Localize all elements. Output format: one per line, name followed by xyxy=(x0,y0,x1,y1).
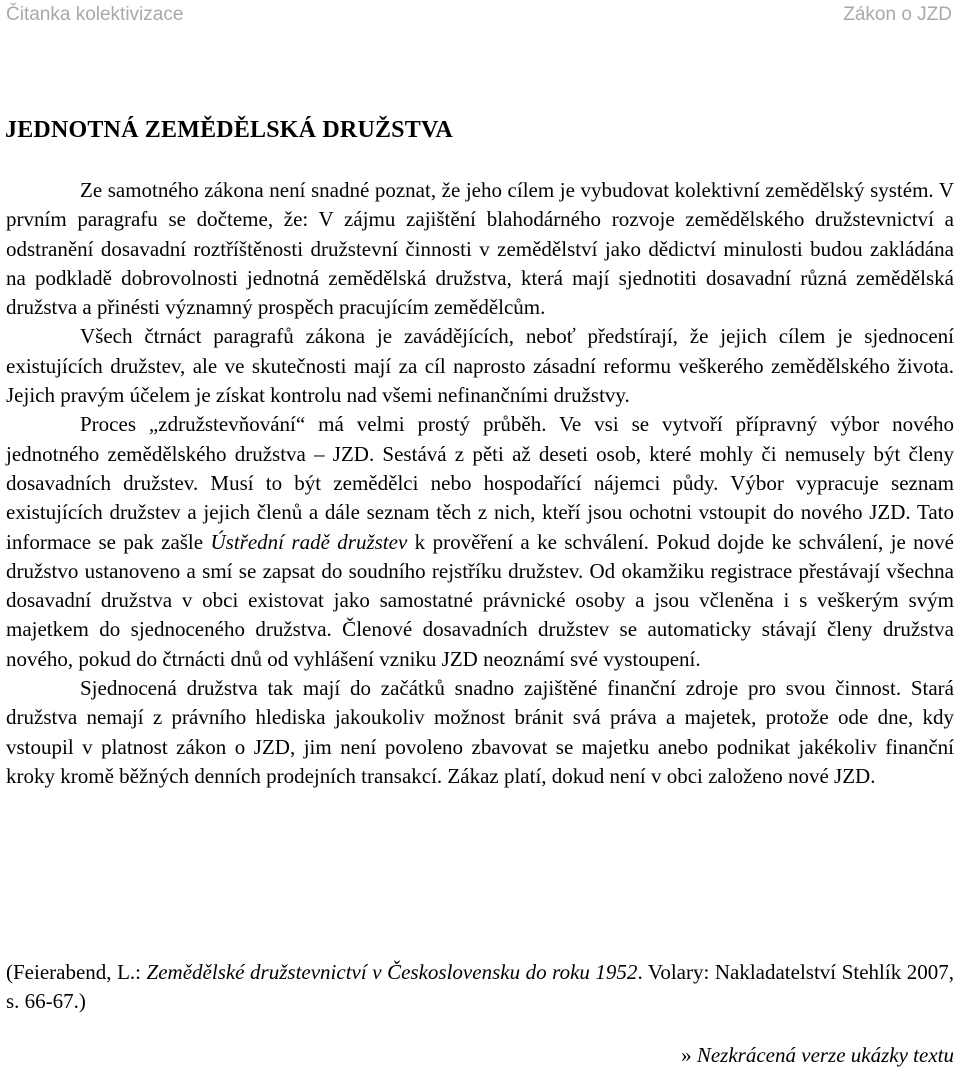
paragraph-3-text-b: k prověření a ke schválení. Pokud dojde ke schválení, je nové družstvo ustanoveno a smí se zapsat do soudního rejstříku družstev. Od okamžiku registrace přestávají všechna dosavadní družstva v obci existovat jako samostatné právnické osoby a jsou včleněna i s veškerým svým majetkem do sjednoceného družstva. Členové dosavadních družstev se automaticky stávají členy družstva nového, pokud do čtrnácti dnů od vyhlášení vzniku JZD neoznámí své vystoupení. xyxy=(6,529,954,671)
arrow-icon: » xyxy=(681,1043,697,1067)
full-version-link-label: Nezkrácená verze ukázky textu xyxy=(696,1043,954,1067)
paragraph-4: Sjednocená družstva tak mají do začátků snadno zajištěné finanční zdroje pro svou činnost. Stará družstva nemají z právního hlediska jakoukoliv možnost bránit svá práva a majetek, protože ode dne, kdy vstoupil v platnost zákon o JZD, jim není povoleno zbavovat se majetku anebo podnikat jakékoliv finanční kroky kromě běžných denních prodejních transakcí. Zákaz platí, dokud není v obci založeno nové JZD. xyxy=(6,676,954,788)
paragraph-1: Ze samotného zákona není snadné poznat, že jeho cílem je vybudovat kolektivní zemědělský systém. V prvním paragrafu se dočteme, že: V zájmu zajištění blahodárného rozvoje zemědělského družstevnictví a odstranění dosavadní roztříštěnosti družstevní činnosti v zemědělství jako dědictví minulosti budou zakládána na podkladě dobrovolnosti jednotná zemědělská družstva, která mají sjednotiti dosavadní různá zemědělská družstva a přinésti významný prospěch pracujícím zemědělcům. xyxy=(6,178,954,320)
citation-author: (Feierabend, L.: xyxy=(6,960,147,984)
document-body xyxy=(6,176,954,791)
citation-publisher: . Volary: Nakladatelství Stehlík 2007, s. 66-67.) xyxy=(6,960,954,1014)
header-right-title: Zákon o JZD xyxy=(843,4,952,25)
document-title: JEDNOTNÁ ZEMĚDĚLSKÁ DRUŽSTVA xyxy=(5,117,453,143)
citation-book-title: Zemědělské družstevnictví v Československu do roku 1952 xyxy=(146,960,638,984)
paragraph-2: Všech čtrnáct paragrafů zákona je zavádějících, neboť předstírají, že jejich cílem je sjednocení existujících družstev, ale ve skutečnosti mají za cíl naprosto zásadní reformu veškerého zemědělského života. Jejich pravým účelem je získat kontrolu nad všemi nefinančními družstvy. xyxy=(6,324,954,408)
paragraph-3 xyxy=(6,410,954,674)
full-version-link[interactable] xyxy=(681,1043,954,1068)
page-header xyxy=(6,4,952,26)
paragraph-3-text-a: Proces „združstevňování“ má velmi prostý průběh. Ve vsi se vytvoří přípravný výbor nového jednotného zemědělského družstva – JZD. Sestává z pěti až deseti osob, které mohly či nemusely být členy dosavadních družstev. Musí to být zemědělci nebo hospodařící nájemci půdy. Výbor vypracuje seznam existujících družstev a jejich členů a dále seznam těch z nich, kteří jsou ochotni vstoupit do nového JZD. Tato informace se pak zašle xyxy=(6,412,954,554)
header-left-title: Čitanka kolektivizace xyxy=(6,4,184,25)
paragraph-3-italic: Ústřední radě družstev xyxy=(210,529,408,554)
citation xyxy=(6,958,954,1017)
